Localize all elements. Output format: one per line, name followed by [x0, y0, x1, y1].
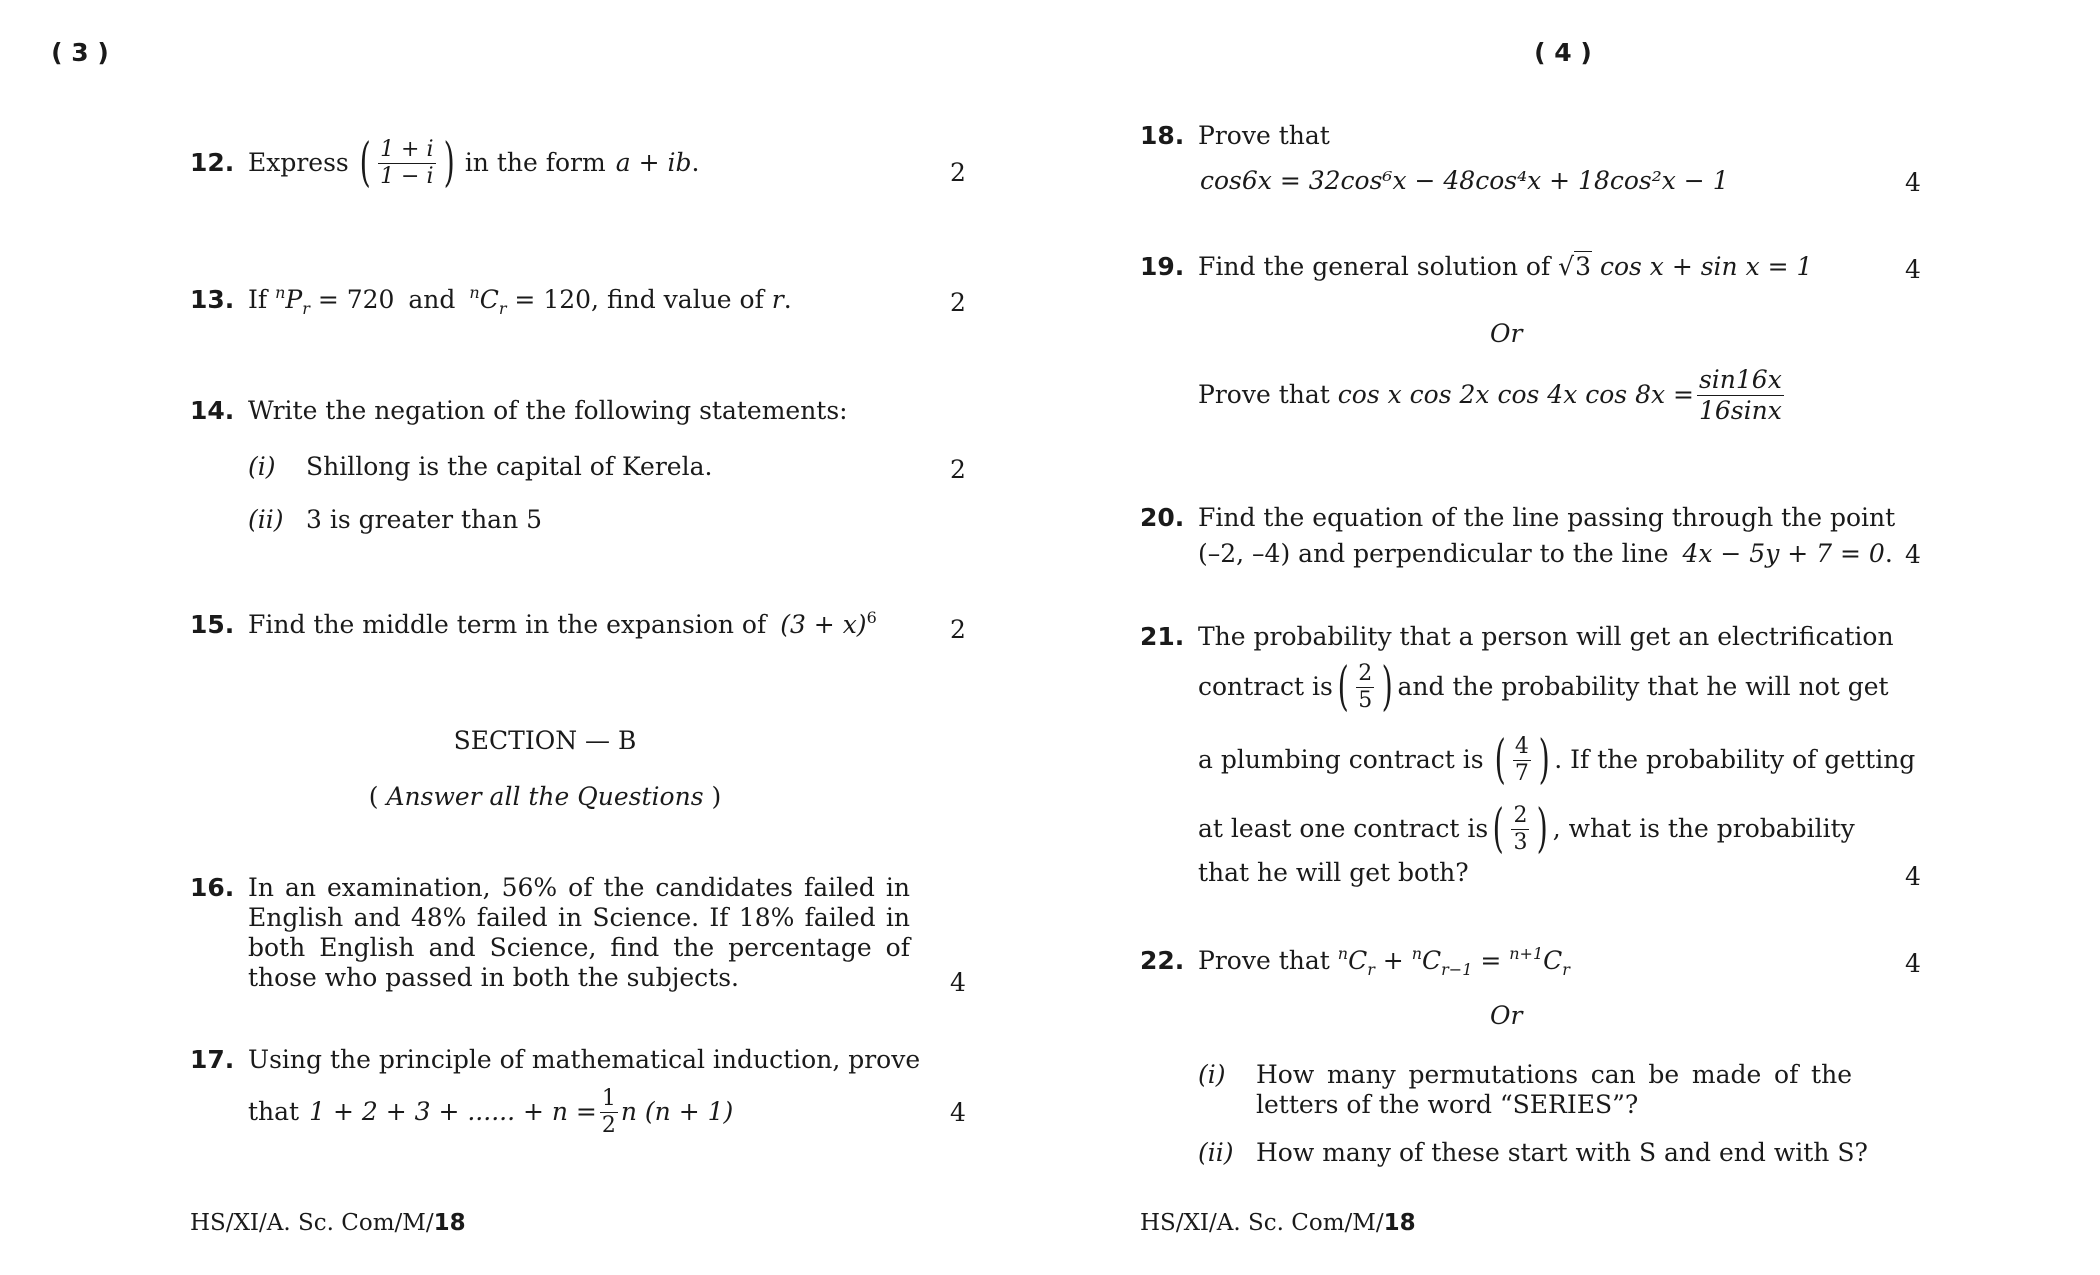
- marks: 2: [950, 288, 966, 317]
- page-number: ( 4 ): [1534, 38, 1592, 67]
- marks: 4: [1905, 862, 1921, 891]
- question-number: 17.: [190, 1045, 235, 1074]
- section-title: SECTION — B: [453, 726, 637, 755]
- marks: 2: [950, 455, 966, 484]
- question-number: 14.: [190, 396, 235, 425]
- fraction: $\frac{1}{2}$: [601, 1085, 616, 1138]
- question-text: Write the negation of the following statements:: [248, 396, 848, 425]
- question-number: 22.: [1140, 946, 1185, 975]
- page-3: ( 3 ) 12. Express ( $\frac{1 + i}{1 - i}$ ) in the form a + ib . 2 13. If $^nP_r = 720$ and $^nC_r = 120$, find value of r. 2 14. Write the negation of the following statements: (i) Shillong is the capital of Kerela. 2 (ii) 3 is greater than 5 15. Find the middle term in the expansion of $(3 + x)^6$ 2 SECTION — B ( Answer all the Questions ) 16. In an examination, 56% of the candidates failed in English and 48% failed in Science. If 18% failed in both English and Science, find the percentage of those who passed in both the subjects. 4 17. Using the principle of mathematical induction, prove that 1 + 2 + 3 + ...... + n = $\frac{1}{2}$ n (n + 1) 4 HS/XI/A. Sc. Com/M/18: [0, 0, 1050, 1275]
- fraction: $\frac{2}{5}$: [1358, 660, 1373, 713]
- marks: 2: [950, 615, 966, 644]
- question-number: 13.: [190, 285, 235, 314]
- question-21: 21. The probability that a person will get an electrification contract is ( $\frac{2}{5}$ ) and the probability that he will not get a plumbing contract is ( $\frac{4}{7}$ ) . If the probability of getting at least one contract is ( $\frac{2}{3}$ ) , what is the probability that he will get both?: [1140, 622, 1916, 887]
- question-17-formula: that 1 + 2 + 3 + ...... + n = $\frac{1}{2}$ n (n + 1): [248, 1085, 734, 1138]
- question-text: In an examination, 56% of the candidates failed in English and 48% failed in Science. If 18% failed in both English and Science, find the percentage of those who passed in both the subjects.: [248, 873, 910, 992]
- fraction: $\frac{1 + i}{1 - i}$: [380, 136, 434, 189]
- fraction: $\frac{2}{3}$: [1513, 802, 1528, 855]
- marks: 4: [950, 1098, 966, 1127]
- fraction: $\frac{4}{7}$: [1514, 733, 1529, 786]
- question-number: 15.: [190, 610, 235, 639]
- or-separator: Or: [1490, 319, 1523, 348]
- footer-code: HS/XI/A. Sc. Com/M/18: [190, 1210, 466, 1236]
- question-number: 18.: [1140, 121, 1185, 150]
- question-number: 19.: [1140, 252, 1185, 281]
- question-12: 12. Express ( $\frac{1 + i}{1 - i}$ ) in the form a + ib .: [190, 133, 700, 193]
- square-root: √3: [1558, 252, 1591, 281]
- page-4: ( 4 ) 18. Prove that cos6x = 32cos⁶x − 48cos⁴x + 18cos²x − 1 4 19. Find the general solution of √3 cos x + sin x = 1 4 Or Prove that cos x cos 2x cos 4x cos 8x = $\frac{\sin 16x}{16\sin x}$ 20. Find the equation of the line passing through the point (–2, –4) and perpendicular to the line 4x − 5y + 7 = 0. 4 21. The probability that a person will get an electrification contract is ( $\frac{2}{5}$ ) and the probability that he will not get a plumbing contract is ( $\frac{4}{7}$ ) . If the probability of getting at least one contract is ( $\frac{2}{3}$ ) , what is the probability that he will get both? 4 22. Prove that $^nC_r + ^nC_{r-1} = ^{n+1}C_r$ 4 Or (i) How many permutations can be made of the letters of the word “SERIES”? (ii) How many of these start with S and end with S? HS/XI/A. Sc. Com/M/18: [1050, 0, 2100, 1275]
- marks: 4: [1905, 168, 1921, 197]
- page-number: ( 3 ): [51, 38, 109, 67]
- or-separator: Or: [1490, 1001, 1523, 1030]
- footer-code: HS/XI/A. Sc. Com/M/18: [1140, 1210, 1416, 1236]
- section-subtitle: ( Answer all the Questions ): [368, 782, 722, 811]
- marks: 4: [950, 968, 966, 997]
- question-number: 16.: [190, 873, 235, 902]
- question-text: Express: [248, 148, 349, 177]
- marks: 4: [1905, 255, 1921, 284]
- question-number: 20.: [1140, 503, 1185, 532]
- question-text: Using the principle of mathematical induction, prove: [248, 1045, 921, 1074]
- question-number: 12.: [190, 148, 235, 177]
- fraction: $\frac{\sin 16x}{16\sin x}$: [1698, 364, 1782, 425]
- question-text: Prove that: [1198, 121, 1330, 150]
- question-number: 21.: [1140, 622, 1185, 651]
- question-18-formula: cos6x = 32cos⁶x − 48cos⁴x + 18cos²x − 1: [1200, 166, 1729, 195]
- marks: 4: [1905, 540, 1921, 569]
- question-19-alt: Prove that cos x cos 2x cos 4x cos 8x = $\frac{\sin 16x}{16\sin x}$: [1198, 364, 1782, 425]
- marks: 4: [1905, 949, 1921, 978]
- marks: 2: [950, 158, 966, 187]
